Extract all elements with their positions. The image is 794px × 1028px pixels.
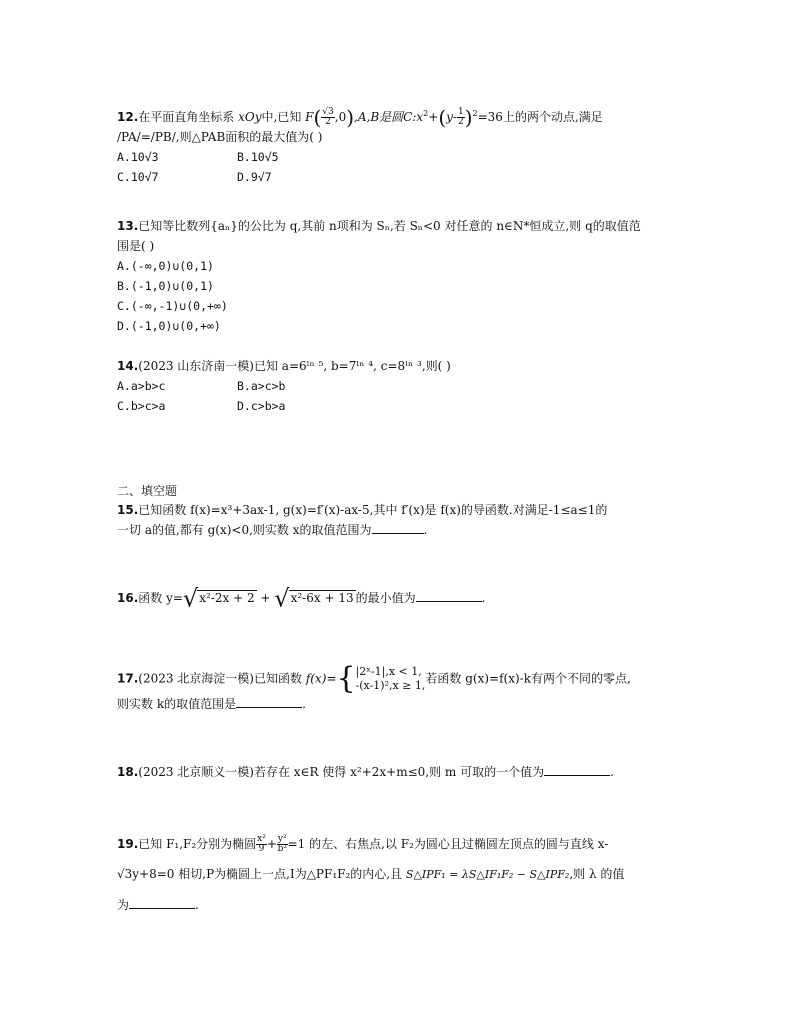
question-14-line-1	[117, 356, 687, 376]
piece-2: -(x-1)²,x ≥ 1,	[355, 679, 426, 692]
question-text: 的最小值为	[355, 591, 416, 605]
period: .	[481, 591, 486, 605]
option-b: B.10√5	[237, 150, 279, 164]
question-13	[117, 216, 687, 336]
option-d: D.(-1,0)∪(0,+∞)	[117, 319, 221, 333]
numerator: y²	[277, 834, 287, 844]
exponent: 2	[472, 109, 478, 118]
option-c: C.(-∞,-1)∪(0,+∞)	[117, 299, 228, 313]
radicand-2: x²-6x + 13	[290, 591, 354, 605]
question-19	[117, 834, 687, 915]
sqrt-icon: √	[274, 584, 290, 613]
question-text: 上的两个动点,满足	[502, 110, 603, 124]
paren-left: (	[438, 105, 447, 130]
question-text: ,则 λ 的值	[569, 867, 625, 881]
question-14	[117, 356, 687, 416]
paren-right: )	[464, 105, 473, 130]
question-13-options	[117, 256, 687, 336]
question-text: (2023 山东济南一模)已知 a=6ˡⁿ ⁵, b=7ˡⁿ ⁴, c=8ˡⁿ ³,则( )	[138, 359, 451, 373]
option-b: B.(-1,0)∪(0,1)	[117, 279, 214, 293]
question-text: 若函数 g(x)=f(x)-k有两个不同的零点,	[425, 671, 631, 686]
question-17-line-2	[117, 694, 687, 714]
paren-left: (	[313, 105, 322, 130]
question-13-line-1	[117, 216, 687, 236]
piecewise	[356, 665, 426, 693]
fraction-1-over-2	[457, 108, 465, 127]
question-text: (2023 北京海淀一模)已知函数	[138, 671, 302, 686]
question-text: =1 的左、右焦点,以 F₂为圆心且过椭圆左顶点的圆与直线 x-	[287, 837, 609, 851]
question-12-line-2: /PA/=/PB/,则△PAB面积的最大值为( )	[117, 130, 323, 144]
fraction-x2-over-9	[256, 835, 267, 854]
question-18	[117, 762, 687, 782]
circle-eq-part: =36	[477, 110, 503, 124]
fraction-sqrt3-over-2	[321, 108, 334, 127]
question-text: (2023 北京顺义一模)若存在 x∈R 使得 x²+2x+m≤0,则 m 可取的一个值为	[138, 765, 545, 779]
denominator: 9	[258, 844, 265, 854]
option-d: D.9√7	[237, 170, 272, 184]
option-a: A.10√3	[117, 150, 159, 164]
question-14-options	[117, 376, 687, 416]
question-text: 则实数 k的取值范围是	[117, 697, 237, 711]
option-d: D.c>b>a	[237, 399, 286, 413]
fraction-y2-over-b2	[277, 835, 288, 854]
coord-system: xOy	[238, 110, 262, 124]
period: .	[610, 765, 614, 779]
question-text: ,A,B是圆	[354, 110, 404, 124]
brace-icon: {	[336, 661, 356, 696]
option-c: C.b>c>a	[117, 399, 166, 413]
question-text: 函数 y=	[138, 591, 183, 605]
question-text: 中,已知	[261, 110, 302, 124]
denominator: 2	[457, 117, 464, 127]
question-12-line-1	[117, 104, 687, 130]
question-15	[117, 500, 687, 540]
numerator: x²	[257, 834, 266, 844]
question-number: 14.	[117, 359, 139, 373]
answer-blank[interactable]	[372, 533, 424, 534]
area-equation: S△IPF₁ = λS△IF₁F₂ − S△IPF₂	[405, 868, 570, 881]
point-F: F	[305, 110, 314, 124]
question-text: √3y+8=0 相切,P为椭圆上一点,I为△PF₁F₂的内心,且	[117, 867, 403, 881]
piece-1: |2ˣ-1|,x < 1,	[355, 665, 422, 678]
numerator: 1	[457, 107, 464, 117]
option-a: A.(-∞,0)∪(0,1)	[117, 259, 214, 273]
option-a: A.a>b>c	[117, 379, 166, 393]
question-text: 已知函数 f(x)=x³+3ax-1, g(x)=f′(x)-ax-5,其中 f′(x)是 f(x)的导函数.对满足-1≤a≤1的	[138, 503, 608, 517]
denominator: 2	[325, 117, 331, 127]
plus-sign: +	[266, 837, 277, 851]
numerator: √3	[322, 107, 334, 117]
question-number: 12.	[117, 110, 139, 124]
question-number: 18.	[117, 765, 139, 779]
paren-right: )	[346, 105, 355, 130]
denominator: b²	[277, 844, 287, 854]
function-f: f(x)=	[305, 671, 337, 686]
sqrt-icon: √	[182, 584, 199, 613]
radicand-1: x²-2x + 2	[199, 591, 255, 605]
period: .	[195, 898, 199, 912]
question-12-options	[117, 147, 687, 187]
plus-sign: +	[260, 591, 271, 605]
period: .	[423, 523, 428, 537]
question-16-line	[117, 584, 687, 613]
question-18-line	[117, 762, 687, 782]
question-number: 19.	[117, 837, 139, 851]
question-number: 15.	[117, 503, 139, 517]
coord-zero: ,0	[334, 110, 347, 124]
question-19-line-1	[117, 834, 687, 854]
circle-eq-part: C:x	[403, 110, 424, 124]
question-16	[117, 584, 687, 613]
period: .	[302, 697, 306, 711]
question-19-line-3	[117, 895, 687, 915]
question-number: 13.	[117, 219, 139, 233]
question-15-line-2	[117, 520, 687, 540]
question-number: 16.	[117, 591, 139, 605]
question-text: 已知 F₁,F₂分别为椭圆	[138, 837, 257, 851]
question-text: 在平面直角坐标系	[138, 110, 235, 124]
question-17-line-1	[117, 661, 687, 696]
circle-eq-part: y-	[446, 110, 457, 124]
question-text: 一切 a的值,都有 g(x)<0,则实数 x的取值范围为	[117, 523, 372, 537]
question-17	[117, 661, 687, 714]
answer-blank[interactable]	[129, 908, 195, 909]
exponent: 2	[423, 109, 429, 118]
question-19-line-2	[117, 864, 687, 885]
answer-blank[interactable]	[236, 707, 302, 708]
option-c: C.10√7	[117, 170, 159, 184]
answer-blank[interactable]	[544, 775, 610, 776]
question-number: 17.	[117, 671, 139, 686]
section-title: 二、填空题	[117, 484, 178, 498]
question-13-line-2: 围是( )	[117, 239, 155, 253]
option-b: B.a>c>b	[237, 379, 286, 393]
circle-eq-part: +	[428, 110, 439, 124]
answer-blank[interactable]	[416, 601, 482, 602]
question-15-line-1	[117, 500, 687, 520]
question-text: 已知等比数列{aₙ}的公比为 q,其前 n项和为 Sₙ,若 Sₙ<0 对任意的 n∈N*恒成立,则 q的取值范	[138, 219, 641, 233]
question-12	[117, 104, 687, 187]
question-text: 为	[117, 898, 130, 912]
